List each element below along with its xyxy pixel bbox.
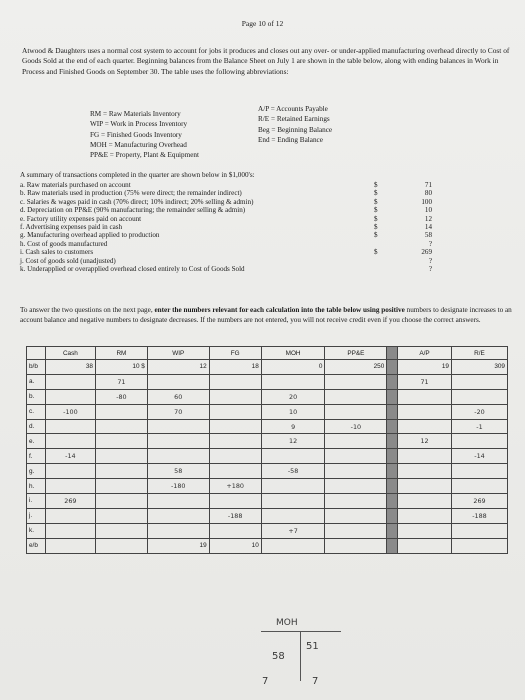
gray-separator-cell (387, 374, 398, 389)
entry-cell[interactable] (398, 508, 452, 523)
balance-cell[interactable]: 19 (147, 538, 209, 553)
gray-separator-cell (387, 538, 398, 553)
entry-cell[interactable] (261, 449, 325, 464)
balance-cell[interactable]: 309 (451, 360, 507, 375)
entry-cell[interactable] (261, 479, 325, 494)
transaction-label: k. Underapplied or overapplied overhead closed entirely to Cost of Goods Sold (20, 265, 245, 274)
intro-paragraph: Atwood & Daughters uses a normal cost system to account for jobs it produces and closes out any over- or under-applied manufacturing overhead directly to Cost of Goods Sold at the end of each quarter. Beginning balances from the Balance Sheet on July 1 are shown in the table below, along with ending balances in Work in Process and Finished Goods on September 30. The table uses the following abbreviations: (22, 46, 510, 76)
dollar-sign: $ (374, 248, 378, 257)
table-row (27, 449, 508, 464)
entry-cell[interactable] (398, 523, 452, 538)
entry-cell[interactable] (325, 479, 387, 494)
entry-cell[interactable] (95, 404, 147, 419)
entry-cell[interactable]: -188 (451, 508, 507, 523)
entry-cell[interactable] (451, 464, 507, 479)
transaction-amount: 12 (424, 214, 432, 223)
dollar-sign: $ (374, 181, 378, 189)
instructions-text: To answer the two questions on the next page, (20, 306, 155, 314)
entry-cell[interactable] (261, 374, 325, 389)
transaction-amount: 14 (424, 223, 432, 232)
gray-separator-cell (387, 508, 398, 523)
entry-cell[interactable] (451, 479, 507, 494)
entry-cell[interactable] (147, 419, 209, 434)
entry-cell[interactable]: 71 (398, 374, 452, 389)
table-header-row (27, 347, 508, 360)
gray-separator-cell (387, 523, 398, 538)
dollar-sign (374, 265, 386, 273)
entry-cell[interactable] (209, 449, 261, 464)
abbr-fg: FG = Finished Goods Inventory (90, 130, 182, 139)
entry-cell[interactable] (147, 374, 209, 389)
abbr-re: R/E = Retained Earnings (258, 115, 330, 124)
column-header: R/E (451, 347, 507, 360)
entry-cell[interactable] (325, 374, 387, 389)
entry-cell[interactable]: 269 (45, 494, 95, 509)
column-header: FG (209, 347, 261, 360)
entry-cell[interactable] (325, 523, 387, 538)
entry-cell[interactable]: 12 (261, 434, 325, 449)
abbr-rm: RM = Raw Materials Inventory (90, 110, 181, 118)
column-header (27, 347, 46, 360)
table-row (27, 494, 508, 509)
entry-cell[interactable] (451, 434, 507, 449)
transaction-label: c. Salaries & wages paid in cash (70% direct; 10% indirect; 20% selling & admin) (20, 197, 254, 206)
dollar-sign: $ (374, 197, 378, 206)
dollar-sign: $ (374, 223, 378, 232)
gray-separator (387, 347, 398, 360)
moh-note-balance-right: 7 (312, 676, 319, 687)
table-row (27, 374, 508, 389)
row-label: h. (27, 479, 46, 494)
moh-note-debit: 58 (272, 651, 285, 662)
row-label: d. (27, 419, 46, 434)
row-label: c. (27, 404, 46, 419)
column-header: PP&E (325, 347, 387, 360)
abbr-beg: Beg = Beginning Balance (258, 125, 333, 134)
balance-cell[interactable] (95, 538, 147, 553)
entry-cell[interactable] (398, 494, 452, 509)
entry-cell[interactable]: -14 (45, 449, 95, 464)
transaction-amount: ? (428, 256, 432, 265)
balance-cell[interactable] (45, 538, 95, 553)
entry-cell[interactable] (209, 389, 261, 404)
entry-cell[interactable]: 269 (451, 494, 507, 509)
transaction-label: e. Factory utility expenses paid on account (20, 214, 142, 223)
table-row (27, 434, 508, 449)
transaction-label: f. Advertising expenses paid in cash (20, 223, 123, 232)
gray-separator-cell (387, 479, 398, 494)
entry-cell[interactable] (325, 508, 387, 523)
entry-cell[interactable]: +7 (261, 523, 325, 538)
moh-note-title: MOH (276, 618, 298, 628)
transaction-label: j. Cost of goods sold (unadjusted) (20, 256, 116, 265)
entry-cell[interactable]: +180 (209, 479, 261, 494)
table-row (27, 389, 508, 404)
entry-cell[interactable] (209, 434, 261, 449)
entry-cell[interactable] (325, 434, 387, 449)
balance-cell[interactable]: 19 (398, 360, 452, 375)
abbreviations-left (90, 109, 199, 160)
balance-cell[interactable] (398, 538, 452, 553)
abbr-wip: WIP = Work in Process Inventory (90, 120, 188, 129)
entry-cell[interactable] (398, 464, 452, 479)
abbreviations-right (258, 104, 332, 145)
entry-cell[interactable]: 10 (261, 404, 325, 419)
abbr-end: End = Ending Balance (258, 135, 323, 144)
gray-separator-cell (387, 494, 398, 509)
column-header: WIP (147, 347, 209, 360)
entry-cell[interactable] (95, 479, 147, 494)
row-label: b. (27, 389, 46, 404)
transaction-dollar-column (374, 181, 386, 273)
transaction-amount: 58 (424, 231, 432, 240)
row-label: a. (27, 374, 46, 389)
row-label: e. (27, 434, 46, 449)
entry-cell[interactable] (209, 374, 261, 389)
transaction-amount: 71 (424, 181, 432, 189)
gray-separator-cell (387, 404, 398, 419)
balance-cell[interactable] (451, 538, 507, 553)
entry-cell[interactable] (45, 508, 95, 523)
column-header: MOH (261, 347, 325, 360)
t-account-vertical-line (300, 631, 301, 681)
table-row (27, 404, 508, 419)
gray-separator-cell (387, 464, 398, 479)
entry-cell[interactable]: -180 (147, 479, 209, 494)
entry-cell[interactable] (261, 508, 325, 523)
entry-cell[interactable] (451, 389, 507, 404)
entry-cell[interactable] (147, 494, 209, 509)
row-label: j. (27, 508, 46, 523)
gray-separator-cell (387, 434, 398, 449)
entry-cell[interactable] (45, 523, 95, 538)
entry-cell[interactable]: -1 (451, 419, 507, 434)
table-row (27, 360, 508, 375)
transaction-label: b. Raw materials used in production (75% were direct; the remainder indirect) (20, 189, 242, 198)
entry-cell[interactable] (209, 404, 261, 419)
entry-cell[interactable] (95, 508, 147, 523)
page-number: Page 10 of 12 (241, 19, 284, 28)
entry-cell[interactable]: -58 (261, 464, 325, 479)
transaction-amount: 100 (421, 197, 432, 206)
entry-cell[interactable] (398, 419, 452, 434)
entry-cell[interactable] (45, 479, 95, 494)
table-row (27, 508, 508, 523)
column-header: A/P (398, 347, 452, 360)
row-label: k. (27, 523, 46, 538)
dollar-sign: $ (374, 189, 378, 198)
abbr-ppe: PP&E = Property, Plant & Equipment (90, 151, 200, 160)
column-header: Cash (45, 347, 95, 360)
transaction-label: g. Manufacturing overhead applied to production (20, 231, 160, 240)
entry-cell[interactable] (325, 494, 387, 509)
balance-cell[interactable]: 250 (325, 360, 387, 375)
entry-cell[interactable]: -80 (95, 389, 147, 404)
table-row (27, 464, 508, 479)
entry-cell[interactable] (261, 494, 325, 509)
entry-cell[interactable]: -100 (45, 404, 95, 419)
entry-cell[interactable] (209, 419, 261, 434)
entry-cell[interactable] (398, 404, 452, 419)
row-label: e/b (27, 538, 46, 553)
entry-cell[interactable]: 9 (261, 419, 325, 434)
abbr-ap: A/P = Accounts Payable (258, 105, 328, 113)
summary-title: A summary of transactions completed in the quarter are shown below in $1,000's: (20, 171, 255, 179)
entry-cell[interactable]: 58 (147, 464, 209, 479)
instructions-paragraph (20, 306, 512, 325)
entry-cell[interactable] (95, 434, 147, 449)
transaction-label: a. Raw materials purchased on account (20, 181, 131, 189)
entry-cell[interactable] (45, 464, 95, 479)
entry-cell[interactable] (147, 523, 209, 538)
entry-cell[interactable]: -10 (325, 419, 387, 434)
dollar-sign: $ (374, 206, 378, 215)
transaction-list (20, 181, 360, 273)
entry-cell[interactable] (95, 419, 147, 434)
balance-cell[interactable]: 38 (45, 360, 95, 375)
entry-cell[interactable] (325, 464, 387, 479)
gray-separator-cell (387, 449, 398, 464)
entry-cell[interactable] (209, 494, 261, 509)
dollar-sign (374, 240, 386, 248)
entry-cell[interactable]: 71 (95, 374, 147, 389)
balance-cell[interactable]: 10 (209, 538, 261, 553)
balance-cell[interactable] (325, 538, 387, 553)
entry-cell[interactable] (325, 404, 387, 419)
balance-cell[interactable]: 0 (261, 360, 325, 375)
table-row (27, 419, 508, 434)
balance-cell[interactable]: 12 (147, 360, 209, 375)
moh-note-balance-left: 7 (262, 676, 269, 687)
transaction-amount-column (392, 181, 432, 273)
entry-cell[interactable] (45, 434, 95, 449)
row-label: g. (27, 464, 46, 479)
moh-note-credit: 51 (306, 641, 319, 652)
instructions-text-cont: numbers to designate increases to an account balance and negative numbers to designate decreases. If the numbers are not entered, you will not receive credit even if you choose the correct answers. (20, 306, 512, 324)
entry-cell[interactable] (95, 449, 147, 464)
entry-cell[interactable] (325, 449, 387, 464)
entry-cell[interactable] (147, 449, 209, 464)
transaction-amount: ? (428, 265, 432, 274)
entry-cell[interactable] (95, 464, 147, 479)
entry-cell[interactable] (451, 374, 507, 389)
instructions-bold-positive: positive (381, 306, 405, 314)
entry-cell[interactable]: -14 (451, 449, 507, 464)
transaction-amount: 80 (424, 189, 432, 198)
entry-cell[interactable] (209, 464, 261, 479)
entry-cell[interactable] (398, 449, 452, 464)
entry-cell[interactable] (95, 494, 147, 509)
entry-cell[interactable] (147, 508, 209, 523)
balance-cell[interactable]: 18 (209, 360, 261, 375)
entry-cell[interactable] (45, 389, 95, 404)
entry-cell[interactable]: -188 (209, 508, 261, 523)
transaction-amount: 269 (421, 248, 432, 257)
balance-cell[interactable]: 10 $ (95, 360, 147, 375)
gray-separator-cell (387, 360, 398, 375)
entry-cell[interactable] (398, 389, 452, 404)
row-label: f. (27, 449, 46, 464)
entry-cell[interactable] (147, 434, 209, 449)
account-table (26, 346, 508, 554)
transaction-amount: 10 (424, 206, 432, 215)
dollar-sign: $ (374, 231, 378, 240)
transaction-amount: ? (428, 239, 432, 248)
gray-separator-cell (387, 389, 398, 404)
entry-cell[interactable]: 60 (147, 389, 209, 404)
t-account-top-line (261, 631, 341, 632)
transaction-label: d. Depreciation on PP&E (90% manufacturing; the remainder selling & admin) (20, 206, 246, 215)
entry-cell[interactable] (209, 523, 261, 538)
gray-separator-cell (387, 419, 398, 434)
entry-cell[interactable] (451, 523, 507, 538)
entry-cell[interactable]: 20 (261, 389, 325, 404)
dollar-sign (374, 257, 386, 265)
entry-cell[interactable] (398, 479, 452, 494)
row-label: i. (27, 494, 46, 509)
entry-cell[interactable]: 12 (398, 434, 452, 449)
entry-cell[interactable] (45, 374, 95, 389)
abbr-moh: MOH = Manufacturing Overhead (90, 140, 187, 149)
row-label: b/b (27, 360, 46, 375)
transaction-label: h. Cost of goods manufactured (20, 239, 108, 248)
instructions-bold: enter the numbers relevant for each calculation into the table below using (154, 306, 380, 314)
table-row (27, 523, 508, 538)
entry-cell[interactable] (45, 419, 95, 434)
entry-cell[interactable] (325, 389, 387, 404)
column-header: RM (95, 347, 147, 360)
balance-cell[interactable] (261, 538, 325, 553)
table-row (27, 479, 508, 494)
entry-cell[interactable] (95, 523, 147, 538)
entry-cell[interactable]: -20 (451, 404, 507, 419)
transaction-label: i. Cash sales to customers (20, 248, 94, 257)
table-row (27, 538, 508, 553)
entry-cell[interactable]: 70 (147, 404, 209, 419)
dollar-sign: $ (374, 214, 378, 223)
